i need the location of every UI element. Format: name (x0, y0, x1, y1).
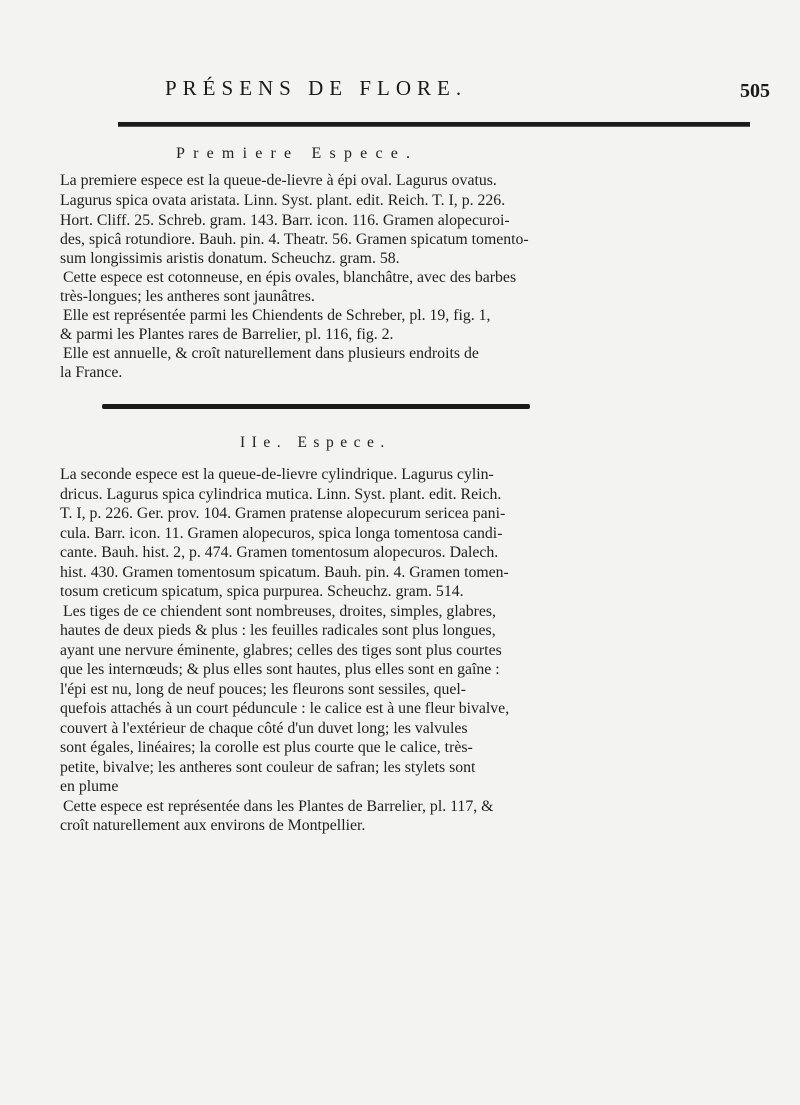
text-line: hist. 430. Gramen tomentosum spicatum. Bauh. pin. 4. Gramen tomen- (60, 563, 509, 581)
section-divider (102, 404, 530, 409)
text-line: T. I, p. 226. Ger. prov. 104. Gramen pratense alopecurum sericea pani- (60, 505, 506, 522)
running-head: PRÉSENS DE FLORE. (165, 76, 468, 100)
text-line: & parmi les Plantes rares de Barrelier, pl. 116, fig. 2. (60, 326, 394, 343)
text-line: La seconde espece est la queue-de-lievre cylindrique. Lagurus cylin- (60, 466, 494, 483)
text-line: croît naturellement aux environs de Montpellier. (60, 817, 366, 834)
section-title-second-species: IIe. Espece. (240, 434, 391, 451)
text-line: quefois attachés à un court péduncule : le calice est à une fleur bivalve, (60, 700, 510, 717)
text-line: dricus. Lagurus spica cylindrica mutica. Linn. Syst. plant. edit. Reich. (60, 485, 502, 503)
text-line: Cette espece est représentée dans les Plantes de Barrelier, pl. 117, & (63, 797, 494, 815)
text-line: l'épi est nu, long de neuf pouces; les fleurons sont sessiles, quel- (60, 680, 467, 698)
page-number: 505 (740, 80, 770, 102)
header-rule (118, 122, 750, 127)
text-line: cula. Barr. icon. 11. Gramen alopecuros, spica longa tomentosa candi- (60, 524, 503, 542)
text-line: Elle est annuelle, & croît naturellement dans plusieurs endroits de (63, 345, 479, 362)
text-line: sont égales, linéaires; la corolle est plus courte que le calice, très- (60, 739, 473, 756)
text-line: sum longissimis aristis donatum. Scheuchz. gram. 58. (60, 250, 400, 267)
text-line: Cette espece est cotonneuse, en épis ovales, blanchâtre, avec des barbes (63, 269, 517, 286)
text-line: que les internœuds; & plus elles sont hautes, plus elles sont en gaîne : (60, 661, 500, 678)
text-line: petite, bivalve; les antheres sont couleur de safran; les stylets sont (60, 758, 476, 776)
text-line: ayant une nervure éminente, glabres; celles des tiges sont plus courtes (60, 641, 502, 659)
text-line: couvert à l'extérieur de chaque côté d'un duvet long; les valvules (60, 719, 468, 737)
text-line: la France. (60, 364, 123, 381)
text-line: hautes de deux pieds & plus : les feuilles radicales sont plus longues, (60, 622, 496, 639)
section-title-first-species: Premiere Espece. (176, 145, 419, 162)
text-line: Lagurus spica ovata aristata. Linn. Syst. plant. edit. Reich. T. I, p. 226. (60, 192, 506, 209)
text-line: Elle est représentée parmi les Chiendents de Schreber, pl. 19, fig. 1, (63, 307, 491, 324)
text-line: très-longues; les antheres sont jaunâtres. (60, 288, 315, 305)
text-line: Hort. Cliff. 25. Schreb. gram. 143. Barr. icon. 116. Gramen alopecuroi- (60, 212, 510, 229)
text-line: en plume (60, 778, 119, 795)
text-line: Les tiges de ce chiendent sont nombreuses, droites, simples, glabres, (63, 602, 496, 620)
text-line: des, spicâ rotundiore. Bauh. pin. 4. Theatr. 56. Gramen spicatum tomento- (60, 231, 529, 248)
text-line: cante. Bauh. hist. 2, p. 474. Gramen tomentosum alopecuros. Dalech. (60, 544, 499, 561)
text-line: La premiere espece est la queue-de-lievre à épi oval. Lagurus ovatus. (60, 172, 497, 189)
text-line: tosum creticum spicatum, spica purpurea. Scheuchz. gram. 514. (60, 583, 464, 600)
